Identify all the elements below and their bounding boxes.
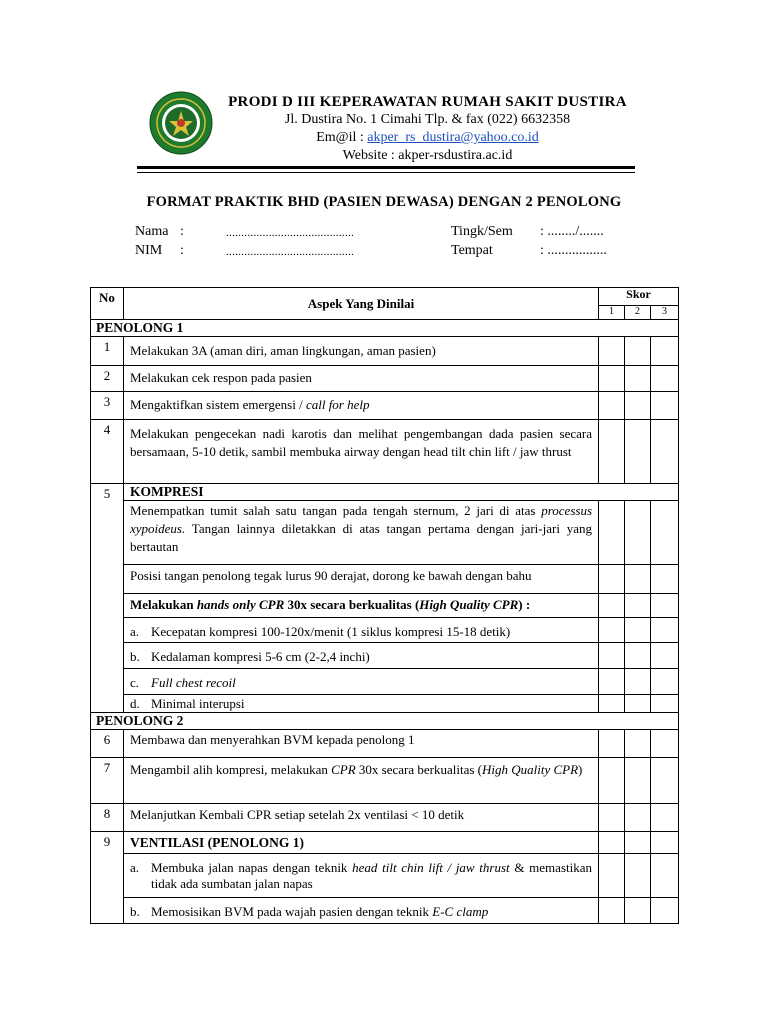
- row-number: 3: [91, 392, 124, 420]
- aspect-text-italic: High Quality CPR: [482, 762, 579, 777]
- aspect-text: Minimal interupsi: [151, 696, 245, 711]
- row-aspect: [124, 501, 599, 565]
- aspect-text-italic: head tilt chin lift / jaw thrust: [352, 860, 510, 875]
- score-cell-3[interactable]: [651, 730, 679, 758]
- score-cell-1[interactable]: [599, 392, 625, 420]
- row-aspect: Posisi tangan penolong tegak lurus 90 derajat, dorong ke bawah dengan bahu: [124, 565, 599, 594]
- row-number: 2: [91, 366, 124, 392]
- table-row: [91, 854, 679, 898]
- score-cell-3[interactable]: [651, 854, 679, 898]
- nama-colon: :: [180, 224, 184, 239]
- tempat-field[interactable]: : .................: [540, 243, 607, 258]
- item-letter: a.: [130, 624, 140, 639]
- score-cell-1[interactable]: [599, 501, 625, 565]
- table-row: [91, 392, 679, 420]
- score-cell-1[interactable]: [599, 366, 625, 392]
- aspect-text-italic: E-C clamp: [432, 904, 489, 919]
- score-cell-2[interactable]: [625, 643, 651, 669]
- score-cell-3[interactable]: [651, 501, 679, 565]
- aspect-text: Kecepatan kompresi 100-120x/menit (1 siklus kompresi 15-18 detik): [151, 624, 511, 639]
- item-letter: c.: [130, 675, 140, 690]
- score-cell-1[interactable]: [599, 594, 625, 618]
- score-cell-1[interactable]: [599, 565, 625, 594]
- header-divider-thin: [137, 172, 635, 173]
- table-row: [91, 695, 679, 713]
- nama-label: Nama: [135, 224, 169, 239]
- table-row: [91, 832, 679, 854]
- score-cell-3[interactable]: [651, 565, 679, 594]
- row-number: 6: [91, 730, 124, 758]
- section-row: [91, 713, 679, 730]
- row-aspect: [124, 669, 599, 695]
- aspect-text: Menempatkan tumit salah satu tangan pada tengah sternum, 2 jari di atas: [130, 503, 542, 518]
- table-row: [91, 643, 679, 669]
- row-number: 8: [91, 804, 124, 832]
- aspect-text: Kedalaman kompresi 5-6 cm (2-2,4 inchi): [151, 649, 370, 664]
- section-penolong-2: PENOLONG 2: [91, 713, 679, 730]
- section-row: [91, 320, 679, 337]
- tingk-sem-field[interactable]: : ......../.......: [540, 224, 604, 239]
- skor-header-1: 1: [599, 306, 625, 320]
- form-title: FORMAT PRAKTIK BHD (PASIEN DEWASA) DENGAN 2 PENOLONG: [146, 194, 622, 210]
- score-cell-2[interactable]: [625, 854, 651, 898]
- table-row: [91, 565, 679, 594]
- table-row: [91, 501, 679, 565]
- aspect-text: ): [578, 762, 583, 777]
- score-cell-1[interactable]: [599, 420, 625, 484]
- col-header-no: No: [91, 288, 124, 320]
- row-number: 4: [91, 420, 124, 484]
- score-cell-2[interactable]: [625, 758, 651, 804]
- table-row: [91, 898, 679, 924]
- institution-name: PRODI D III KEPERAWATAN RUMAH SAKIT DUSTIRA: [228, 94, 627, 110]
- row-aspect: [124, 594, 599, 618]
- table-row: [91, 366, 679, 392]
- row-number: 7: [91, 758, 124, 804]
- aspect-text: ) :: [518, 597, 531, 612]
- score-cell-1[interactable]: [599, 898, 625, 924]
- aspect-text: Mengaktifkan sistem emergensi /: [130, 397, 306, 412]
- score-cell-2[interactable]: [625, 420, 651, 484]
- score-cell-2[interactable]: [625, 337, 651, 366]
- score-cell-3[interactable]: [651, 804, 679, 832]
- score-cell-3[interactable]: [651, 695, 679, 713]
- score-cell-2[interactable]: [625, 392, 651, 420]
- score-cell-2[interactable]: [625, 695, 651, 713]
- score-cell-3[interactable]: [651, 669, 679, 695]
- skor-header-2: 2: [625, 306, 651, 320]
- table-row: [91, 804, 679, 832]
- score-cell-1[interactable]: [599, 804, 625, 832]
- item-letter: a.: [130, 860, 140, 875]
- score-cell-1[interactable]: [599, 643, 625, 669]
- row-aspect: [124, 392, 599, 420]
- institution-logo: [149, 91, 213, 155]
- table-row: [91, 618, 679, 643]
- nama-field[interactable]: ..........................................: [226, 227, 355, 239]
- score-cell-3[interactable]: [651, 392, 679, 420]
- row-aspect: Melakukan 3A (aman diri, aman lingkungan, aman pasien): [124, 337, 599, 366]
- row-aspect: Melakukan cek respon pada pasien: [124, 366, 599, 392]
- score-cell-2[interactable]: [625, 804, 651, 832]
- score-cell-1[interactable]: [599, 730, 625, 758]
- col-header-aspek: Aspek Yang Dinilai: [124, 288, 599, 320]
- aspect-text: Mengambil alih kompresi, melakukan: [130, 762, 332, 777]
- row-aspect: [124, 854, 599, 898]
- score-cell-2[interactable]: [625, 501, 651, 565]
- table-row: [91, 484, 679, 501]
- row-aspect: [124, 695, 599, 713]
- aspect-text: Memosisikan BVM pada wajah pasien dengan teknik: [151, 904, 433, 919]
- aspect-text: 30x secara berkualitas (: [355, 762, 482, 777]
- tempat-label: Tempat: [451, 243, 493, 258]
- subsection-ventilasi: VENTILASI (PENOLONG 1): [124, 832, 599, 854]
- aspect-text-italic: Full chest recoil: [151, 675, 236, 690]
- aspect-text-italic: High Quality CPR: [419, 597, 519, 612]
- score-cell-3[interactable]: [651, 337, 679, 366]
- score-cell-1[interactable]: [599, 758, 625, 804]
- institution-website: Website : akper-rsdustira.ac.id: [342, 148, 513, 163]
- row-aspect: [124, 618, 599, 643]
- email-link[interactable]: akper_rs_dustira@yahoo.co.id: [367, 130, 539, 145]
- nim-label: NIM: [135, 243, 163, 258]
- aspect-text-italic: processus xypoideus.: [130, 503, 592, 536]
- aspect-text: Melakukan: [130, 597, 197, 612]
- col-header-skor: Skor: [599, 288, 679, 306]
- subsection-kompresi: KOMPRESI: [124, 484, 679, 501]
- table-row: [91, 669, 679, 695]
- score-cell-1[interactable]: [599, 337, 625, 366]
- item-letter: b.: [130, 904, 140, 919]
- table-row: [91, 420, 679, 484]
- score-cell-2[interactable]: [625, 730, 651, 758]
- aspect-text: 30x secara berkualitas (: [284, 597, 420, 612]
- item-letter: d.: [130, 696, 140, 711]
- header-divider-thick: [137, 166, 635, 169]
- tingk-sem-label: Tingk/Sem: [451, 224, 513, 239]
- table-row: [91, 730, 679, 758]
- table-row: [91, 594, 679, 618]
- row-number: 5: [91, 484, 124, 713]
- score-cell-1[interactable]: [599, 695, 625, 713]
- skor-header-3: 3: [651, 306, 679, 320]
- row-number: 9: [91, 832, 124, 924]
- section-penolong-1: PENOLONG 1: [91, 320, 679, 337]
- aspect-text: & memastikan tidak ada sumbatan jalan napas: [151, 860, 592, 891]
- row-aspect: [124, 758, 599, 804]
- score-cell-3[interactable]: [651, 618, 679, 643]
- score-cell-1[interactable]: [599, 669, 625, 695]
- score-cell-3[interactable]: [651, 832, 679, 854]
- score-cell-2[interactable]: [625, 618, 651, 643]
- score-cell-1[interactable]: [599, 618, 625, 643]
- institution-email-line: [215, 130, 640, 146]
- score-cell-3[interactable]: [651, 366, 679, 392]
- aspect-text-italic: hands only CPR: [196, 597, 285, 612]
- email-label: Em@il :: [316, 130, 368, 145]
- row-number: 1: [91, 337, 124, 366]
- item-letter: b.: [130, 649, 140, 664]
- table-row: [91, 337, 679, 366]
- score-cell-2[interactable]: [625, 565, 651, 594]
- table-row: [91, 758, 679, 804]
- nim-field[interactable]: ..........................................: [226, 246, 355, 258]
- score-cell-2[interactable]: [625, 832, 651, 854]
- aspect-text-italic: call for help: [305, 397, 370, 412]
- score-cell-3[interactable]: [651, 594, 679, 618]
- score-cell-3[interactable]: [651, 758, 679, 804]
- row-aspect: [124, 643, 599, 669]
- score-cell-2[interactable]: [625, 366, 651, 392]
- row-aspect: Membawa dan menyerahkan BVM kepada penolong 1: [124, 730, 599, 758]
- assessment-table: [90, 287, 679, 924]
- score-cell-1[interactable]: [599, 854, 625, 898]
- score-cell-1[interactable]: [599, 832, 625, 854]
- row-aspect: [124, 898, 599, 924]
- row-aspect: Melanjutkan Kembali CPR setiap setelah 2x ventilasi < 10 detik: [124, 804, 599, 832]
- institution-address: Jl. Dustira No. 1 Cimahi Tlp. & fax (022) 6632358: [284, 112, 571, 127]
- score-cell-3[interactable]: [651, 898, 679, 924]
- score-cell-2[interactable]: [625, 898, 651, 924]
- aspect-text: Membuka jalan napas dengan teknik: [151, 860, 353, 875]
- score-cell-3[interactable]: [651, 643, 679, 669]
- score-cell-2[interactable]: [625, 594, 651, 618]
- score-cell-3[interactable]: [651, 420, 679, 484]
- aspect-text-italic: CPR: [331, 762, 356, 777]
- score-cell-2[interactable]: [625, 669, 651, 695]
- aspect-text: Tangan lainnya diletakkan di atas tangan pertama dengan jari-jari yang bertautan: [130, 521, 592, 554]
- row-aspect: Melakukan pengecekan nadi karotis dan melihat pengembangan dada pasien secara bersamaan, 5-10 detik, sambil membuka airway dengan head tilt chin lift / jaw thrust: [124, 420, 599, 484]
- nim-colon: :: [180, 243, 184, 258]
